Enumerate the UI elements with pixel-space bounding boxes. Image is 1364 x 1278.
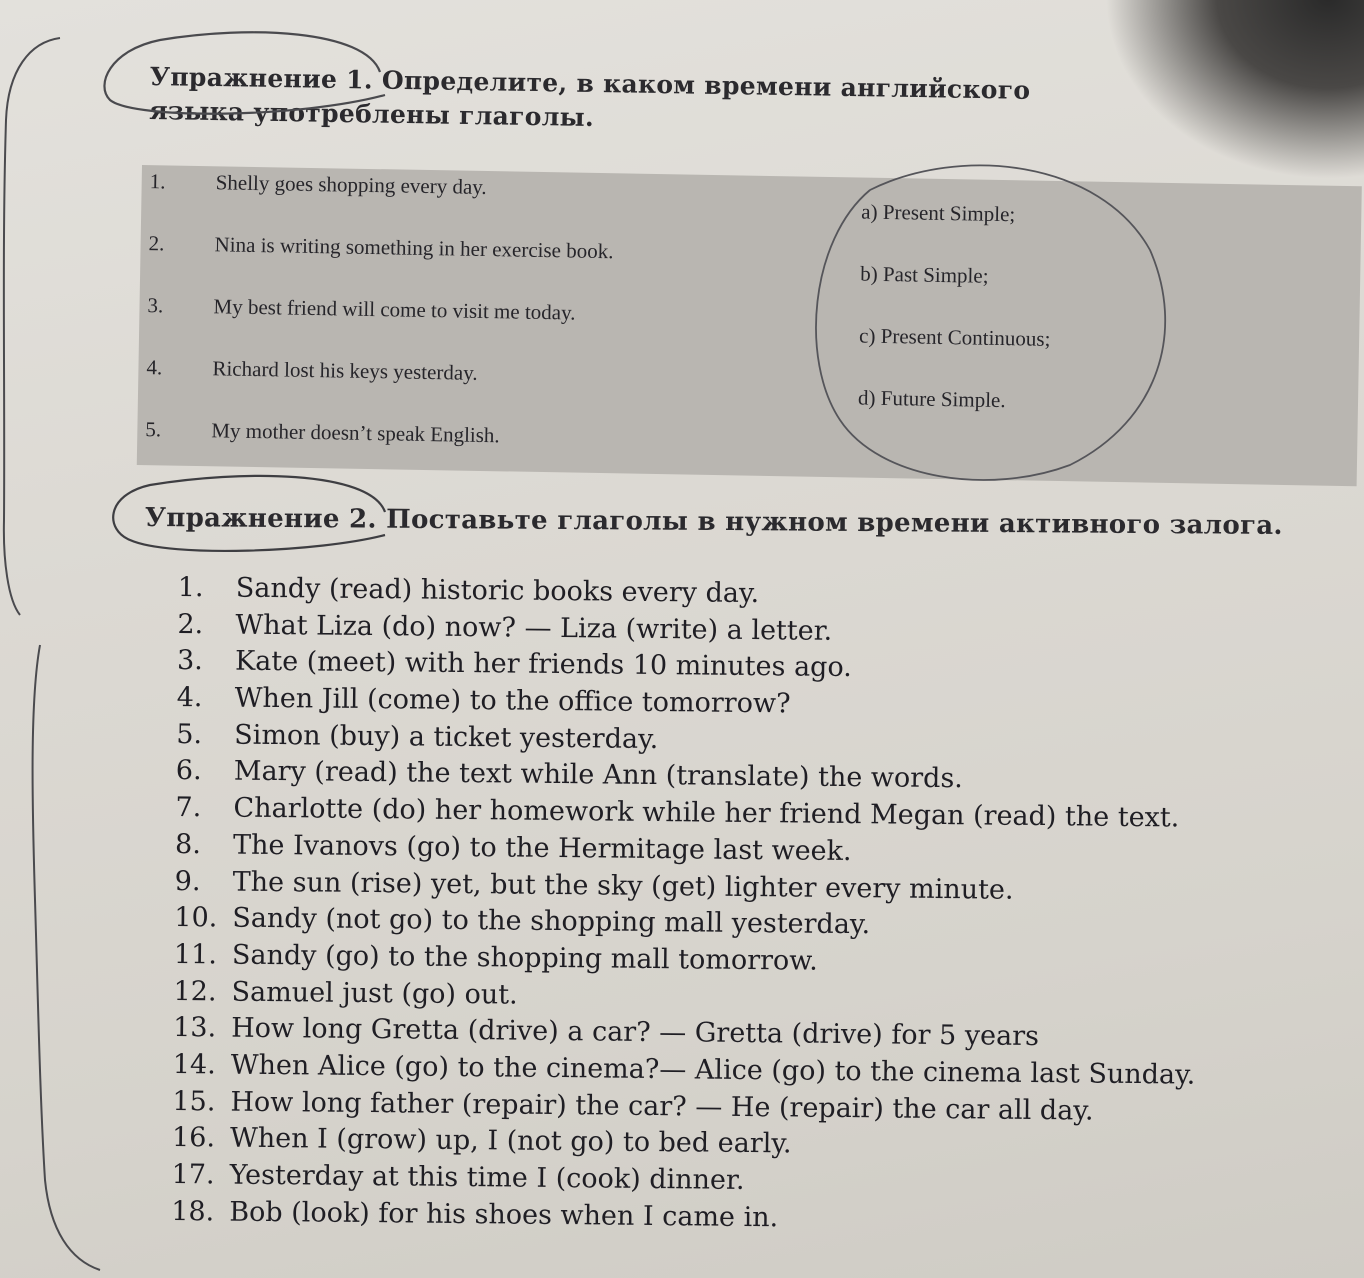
item-number: 12. — [173, 975, 217, 1007]
tense-option: c) Present Continuous; — [858, 323, 1051, 351]
item-number: 11. — [173, 938, 218, 971]
exercise1-title: Упражнение 1. Определите, в каком времени английского языка употреблены глаголы. — [148, 61, 1031, 132]
item-number: 9. — [174, 865, 201, 897]
sentence-number: 3. — [147, 293, 164, 318]
corner-shadow — [1104, 0, 1364, 180]
left-bracket-lower — [33, 645, 100, 1270]
item-text: Mary (read) the text while Ann (translate) the words. — [233, 756, 964, 795]
item-number: 15. — [172, 1085, 216, 1118]
item-text: When Jill (come) to the office tomorrow? — [234, 682, 791, 720]
item-number: 5. — [176, 718, 203, 751]
item-number: 7. — [175, 792, 202, 824]
item-text: Sandy (not go) to the shopping mall yesterday. — [232, 902, 871, 941]
sentence-number: 1. — [149, 169, 166, 194]
item-number: 18. — [171, 1195, 215, 1228]
item-text: When I (grow) up, I (not go) to bed early. — [229, 1122, 792, 1160]
item-number: 8. — [174, 828, 202, 861]
item-text: When Alice (go) to the cinema?— Alice (go) to the cinema last Sunday. — [230, 1049, 1196, 1091]
exercise2-list — [171, 570, 1298, 1242]
exercise2-title: Упражнение 2. Поставьте глаголы в нужном времени активного залога. — [144, 503, 1283, 541]
item-number: 4. — [176, 682, 203, 714]
item-text: Charlotte (do) her homework while her friend Megan (read) the text. — [233, 792, 1180, 834]
sentence-text: Shelly goes shopping every day. — [215, 170, 487, 200]
item-text: Sandy (read) historic books every day. — [235, 572, 760, 610]
item-text: Simon (buy) a ticket yesterday. — [234, 719, 659, 755]
sentence-number: 2. — [148, 231, 165, 256]
tense-option: b) Past Simple; — [860, 261, 989, 288]
item-text: How long Gretta (drive) a car? — Gretta (drive) for 5 years — [231, 1012, 1040, 1053]
item-number: 10. — [174, 902, 218, 934]
item-number: 13. — [173, 1012, 217, 1044]
item-text: Bob (look) for his shoes when I came in. — [229, 1196, 779, 1234]
sentence-text: My mother doesn’t speak English. — [211, 418, 500, 448]
item-text: Sandy (go) to the shopping mall tomorrow. — [231, 939, 818, 977]
item-text: How long father (repair) the car? — He (repair) the car all day. — [230, 1086, 1094, 1127]
tense-option: d) Future Simple. — [857, 385, 1006, 413]
item-number: 1. — [177, 571, 204, 604]
item-text: Samuel just (go) out. — [231, 976, 518, 1011]
item-text: What Liza (do) now? — Liza (write) a letter. — [235, 609, 833, 647]
item-number: 16. — [171, 1122, 216, 1154]
item-text: The Ivanovs (go) to the Hermitage last week. — [232, 829, 852, 867]
tense-option: a) Present Simple; — [861, 199, 1016, 227]
item-number: 3. — [176, 645, 203, 677]
left-bracket-upper — [4, 38, 60, 615]
item-number: 17. — [171, 1158, 215, 1191]
item-text: The sun (rise) yet, but the sky (get) lighter every minute. — [232, 866, 1014, 906]
exercise1-table — [137, 165, 1362, 486]
sentence-text: Nina is writing something in her exercise book. — [214, 232, 614, 264]
item-number: 2. — [177, 608, 204, 640]
sentence-text: My best friend will come to visit me today. — [213, 294, 576, 325]
sentence-text: Richard lost his keys yesterday. — [212, 356, 478, 385]
item-text: Yesterday at this time I (cook) dinner. — [229, 1159, 745, 1196]
item-text: Kate (meet) with her friends 10 minutes ago. — [234, 645, 852, 684]
item-number: 14. — [172, 1048, 216, 1081]
item-number: 6. — [175, 755, 202, 787]
sentence-number: 5. — [145, 417, 162, 442]
sentence-number: 4. — [146, 355, 163, 380]
